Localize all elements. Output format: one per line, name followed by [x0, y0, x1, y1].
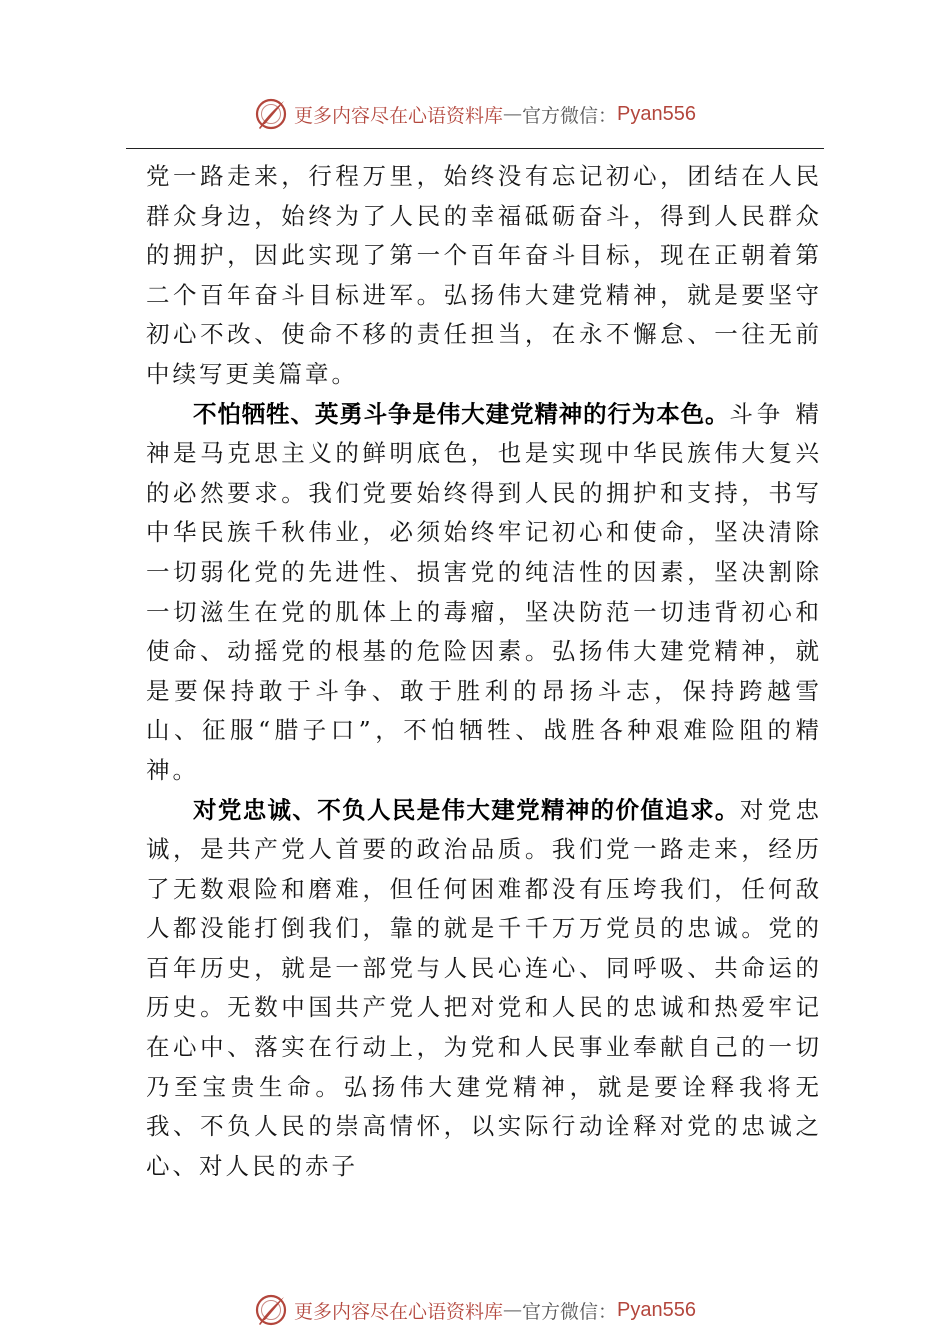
paragraph-text: 斗争 精神是马克思主义的鲜明底色，也是实现中华民族伟大复兴的必然要求。我们党要始终得到人民的拥护和支持，书写中华民族千秋伟业，必须始终牢记初心和使命，坚决清除一切弱化党的先进性、损害党的纯洁性的因素，坚决割除一切滋生在党的肌体上的毒瘤，坚决防范一切违背初心和使命、动摇党的根基的危险因素。弘扬伟大建党精神，就是要保持敢于斗争、敢于胜利的昂扬斗志，保持跨越雪山、征服“腊子口”，不怕牺牲、战胜各种艰难险阻的精神。 — [146, 399, 822, 784]
banner-dash: — — [503, 1299, 523, 1321]
paragraph-text: 对党忠诚，是共产党人首要的政治品质。我们党一路走来，经历了无数艰险和磨难，但任何困难都没有压垮我们，任何敌人都没能打倒我们，靠的就是千千万万党员的忠诚。党的百年历史，就是一部党与人民心连心、同呼吸、共命运的历史。无数中国共产党人把对党和人民的忠诚和热爱牢记在心中、落实在行动上，为党和人民事业奉献自己的一切乃至宝贵生命。弘扬伟大建党精神，就是要诠释我将无我、不负人民的崇高情怀，以实际行动诠释对党的忠诚之心、对人民的赤子 — [146, 795, 823, 1180]
quill-seal-icon — [254, 1293, 288, 1327]
document-body — [146, 157, 822, 1186]
paragraph-2 — [146, 395, 822, 791]
banner-dash: — — [503, 103, 523, 125]
quill-seal-icon — [254, 97, 288, 131]
paragraph-text: 党一路走来，行程万里，始终没有忘记初心，团结在人民群众身边，始终为了人民的幸福砥砺奋斗，得到人民群众的拥护，因此实现了第一个百年奋斗目标，现在正朝着第二个百年奋斗目标进军。弘扬伟大建党精神，就是要坚守初心不改、使命不移的责任担当，在永不懈怠、一往无前中续写更美篇章。 — [146, 162, 822, 388]
paragraph-lead: 对党忠诚、不负人民是伟大建党精神的价值追求。 — [193, 795, 740, 824]
banner-wechat-label: 官方微信： — [522, 1300, 618, 1323]
footer-banner — [0, 1290, 950, 1330]
paragraph-lead: 不怕牺牲、英勇斗争是伟大建党精神的行为本色。 — [193, 399, 730, 428]
paragraph-3 — [146, 791, 822, 1187]
header-banner — [0, 94, 950, 134]
banner-wechat-label: 官方微信： — [522, 104, 618, 127]
banner-title: 更多内容尽在心语资料库 — [294, 1300, 504, 1323]
banner-wechat-id: Pyan556 — [617, 1298, 696, 1321]
banner-title: 更多内容尽在心语资料库 — [294, 104, 504, 127]
paragraph-1 — [146, 157, 822, 395]
banner-wechat-id: Pyan556 — [617, 102, 696, 125]
header-divider — [126, 148, 824, 149]
